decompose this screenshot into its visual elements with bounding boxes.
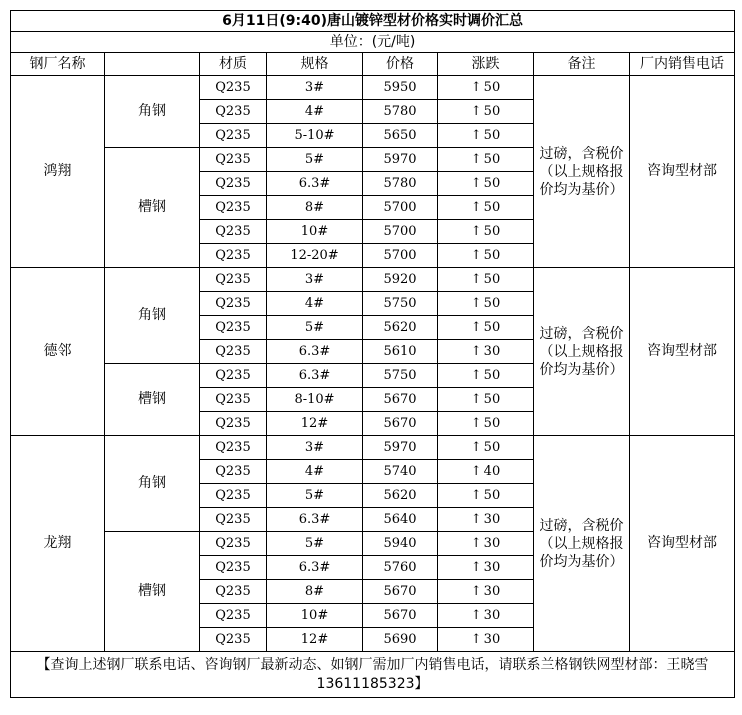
- price-table: [10, 10, 735, 698]
- change-cell: [438, 244, 534, 268]
- material-cell: Q235: [200, 100, 267, 124]
- up-arrow-icon: ↑: [470, 584, 482, 599]
- material-cell: Q235: [200, 292, 267, 316]
- up-arrow-icon: ↑: [470, 608, 482, 623]
- price-cell: 5750: [363, 292, 438, 316]
- remark-cell: 过磅，含税价（以上规格报价均为基价）: [534, 76, 630, 268]
- header-spec: 规格: [267, 53, 363, 76]
- price-cell: 5970: [363, 436, 438, 460]
- header-remark: 备注: [534, 53, 630, 76]
- material-cell: Q235: [200, 172, 267, 196]
- header-blank: [105, 53, 200, 76]
- material-cell: Q235: [200, 124, 267, 148]
- up-arrow-icon: ↑: [470, 536, 482, 551]
- spec-cell: 5-10#: [267, 124, 363, 148]
- price-cell: 5940: [363, 532, 438, 556]
- change-cell: [438, 604, 534, 628]
- change-value: 50: [483, 296, 501, 311]
- spec-cell: 6.3#: [267, 364, 363, 388]
- price-cell: 5780: [363, 172, 438, 196]
- up-arrow-icon: ↑: [470, 272, 482, 287]
- material-cell: Q235: [200, 556, 267, 580]
- up-arrow-icon: ↑: [470, 176, 482, 191]
- change-value: 50: [483, 224, 501, 239]
- steel-type: 槽钢: [105, 532, 200, 652]
- unit-label: 单位：(元/吨): [11, 32, 735, 53]
- change-value: 50: [483, 320, 501, 335]
- change-value: 50: [483, 80, 501, 95]
- change-value: 50: [483, 272, 501, 287]
- table-row: [11, 76, 735, 100]
- material-cell: Q235: [200, 484, 267, 508]
- up-arrow-icon: ↑: [470, 320, 482, 335]
- spec-cell: 5#: [267, 484, 363, 508]
- change-cell: [438, 100, 534, 124]
- change-value: 30: [483, 344, 501, 359]
- up-arrow-icon: ↑: [470, 200, 482, 215]
- price-cell: 5670: [363, 580, 438, 604]
- up-arrow-icon: ↑: [470, 152, 482, 167]
- change-cell: [438, 220, 534, 244]
- up-arrow-icon: ↑: [470, 440, 482, 455]
- price-cell: 5740: [363, 460, 438, 484]
- material-cell: Q235: [200, 340, 267, 364]
- spec-cell: 3#: [267, 76, 363, 100]
- price-cell: 5700: [363, 244, 438, 268]
- price-cell: 5750: [363, 364, 438, 388]
- steel-type: 角钢: [105, 268, 200, 364]
- change-cell: [438, 148, 534, 172]
- price-cell: 5920: [363, 268, 438, 292]
- change-value: 50: [483, 176, 501, 191]
- mill-name: 龙翔: [11, 436, 105, 652]
- price-cell: 5970: [363, 148, 438, 172]
- header-material: 材质: [200, 53, 267, 76]
- material-cell: Q235: [200, 532, 267, 556]
- change-cell: [438, 316, 534, 340]
- up-arrow-icon: ↑: [470, 392, 482, 407]
- header-change: 涨跌: [438, 53, 534, 76]
- spec-cell: 4#: [267, 460, 363, 484]
- change-value: 50: [483, 248, 501, 263]
- change-value: 50: [483, 368, 501, 383]
- change-cell: [438, 76, 534, 100]
- up-arrow-icon: ↑: [470, 560, 482, 575]
- header-mill: 钢厂名称: [11, 53, 105, 76]
- mill-name: 德邻: [11, 268, 105, 436]
- phone-cell: 咨询型材部: [630, 76, 735, 268]
- spec-cell: 10#: [267, 220, 363, 244]
- spec-cell: 4#: [267, 100, 363, 124]
- spec-cell: 12#: [267, 412, 363, 436]
- change-value: 50: [483, 488, 501, 503]
- price-cell: 5700: [363, 196, 438, 220]
- steel-type: 槽钢: [105, 148, 200, 268]
- material-cell: Q235: [200, 316, 267, 340]
- spec-cell: 3#: [267, 436, 363, 460]
- spec-cell: 4#: [267, 292, 363, 316]
- price-cell: 5780: [363, 100, 438, 124]
- change-value: 30: [483, 632, 501, 647]
- phone-cell: 咨询型材部: [630, 268, 735, 436]
- change-cell: [438, 268, 534, 292]
- up-arrow-icon: ↑: [470, 488, 482, 503]
- spec-cell: 6.3#: [267, 556, 363, 580]
- price-cell: 5700: [363, 220, 438, 244]
- up-arrow-icon: ↑: [470, 632, 482, 647]
- header-price: 价格: [363, 53, 438, 76]
- price-cell: 5670: [363, 388, 438, 412]
- price-cell: 5650: [363, 124, 438, 148]
- spec-cell: 12#: [267, 628, 363, 652]
- spec-cell: 8-10#: [267, 388, 363, 412]
- footer-contact-note: 【查询上述钢厂联系电话、咨询钢厂最新动态、如钢厂需加厂内销售电话，请联系兰格钢铁网型材部：王晓雪13611185323】: [11, 652, 735, 698]
- change-value: 30: [483, 512, 501, 527]
- spec-cell: 5#: [267, 532, 363, 556]
- change-value: 50: [483, 416, 501, 431]
- up-arrow-icon: ↑: [470, 224, 482, 239]
- material-cell: Q235: [200, 436, 267, 460]
- change-value: 30: [483, 560, 501, 575]
- material-cell: Q235: [200, 268, 267, 292]
- spec-cell: 3#: [267, 268, 363, 292]
- up-arrow-icon: ↑: [470, 128, 482, 143]
- change-cell: [438, 124, 534, 148]
- up-arrow-icon: ↑: [470, 104, 482, 119]
- change-value: 50: [483, 128, 501, 143]
- change-cell: [438, 628, 534, 652]
- material-cell: Q235: [200, 220, 267, 244]
- material-cell: Q235: [200, 508, 267, 532]
- change-cell: [438, 556, 534, 580]
- table-row: [11, 268, 735, 292]
- spec-cell: 12-20#: [267, 244, 363, 268]
- change-value: 40: [483, 464, 501, 479]
- spec-cell: 5#: [267, 316, 363, 340]
- up-arrow-icon: ↑: [470, 464, 482, 479]
- up-arrow-icon: ↑: [470, 296, 482, 311]
- remark-cell: 过磅，含税价（以上规格报价均为基价）: [534, 268, 630, 436]
- spec-cell: 5#: [267, 148, 363, 172]
- change-cell: [438, 532, 534, 556]
- material-cell: Q235: [200, 244, 267, 268]
- steel-type: 角钢: [105, 76, 200, 148]
- steel-type: 槽钢: [105, 364, 200, 436]
- change-cell: [438, 580, 534, 604]
- change-value: 30: [483, 536, 501, 551]
- spec-cell: 6.3#: [267, 340, 363, 364]
- price-cell: 5690: [363, 628, 438, 652]
- remark-cell: 过磅，含税价（以上规格报价均为基价）: [534, 436, 630, 652]
- change-cell: [438, 196, 534, 220]
- phone-cell: 咨询型材部: [630, 436, 735, 652]
- change-cell: [438, 460, 534, 484]
- change-cell: [438, 364, 534, 388]
- price-cell: 5670: [363, 412, 438, 436]
- table-body: [11, 76, 735, 652]
- up-arrow-icon: ↑: [470, 248, 482, 263]
- up-arrow-icon: ↑: [470, 80, 482, 95]
- material-cell: Q235: [200, 364, 267, 388]
- material-cell: Q235: [200, 196, 267, 220]
- price-cell: 5950: [363, 76, 438, 100]
- change-cell: [438, 172, 534, 196]
- spec-cell: 8#: [267, 196, 363, 220]
- up-arrow-icon: ↑: [470, 344, 482, 359]
- change-value: 50: [483, 200, 501, 215]
- material-cell: Q235: [200, 460, 267, 484]
- steel-type: 角钢: [105, 436, 200, 532]
- material-cell: Q235: [200, 76, 267, 100]
- material-cell: Q235: [200, 412, 267, 436]
- change-value: 50: [483, 152, 501, 167]
- spec-cell: 6.3#: [267, 508, 363, 532]
- price-cell: 5760: [363, 556, 438, 580]
- material-cell: Q235: [200, 388, 267, 412]
- change-cell: [438, 292, 534, 316]
- change-value: 30: [483, 608, 501, 623]
- price-cell: 5610: [363, 340, 438, 364]
- price-cell: 5620: [363, 316, 438, 340]
- change-cell: [438, 508, 534, 532]
- material-cell: Q235: [200, 148, 267, 172]
- material-cell: Q235: [200, 580, 267, 604]
- up-arrow-icon: ↑: [470, 512, 482, 527]
- change-cell: [438, 340, 534, 364]
- change-value: 50: [483, 440, 501, 455]
- change-cell: [438, 412, 534, 436]
- change-cell: [438, 484, 534, 508]
- price-cell: 5620: [363, 484, 438, 508]
- price-cell: 5670: [363, 604, 438, 628]
- table-title: 6月11日(9:40)唐山镀锌型材价格实时调价汇总: [11, 11, 735, 32]
- spec-cell: 10#: [267, 604, 363, 628]
- material-cell: Q235: [200, 628, 267, 652]
- change-cell: [438, 388, 534, 412]
- change-value: 50: [483, 392, 501, 407]
- up-arrow-icon: ↑: [470, 368, 482, 383]
- header-phone: 厂内销售电话: [630, 53, 735, 76]
- change-value: 30: [483, 584, 501, 599]
- spec-cell: 8#: [267, 580, 363, 604]
- mill-name: 鸿翔: [11, 76, 105, 268]
- table-row: [11, 436, 735, 460]
- spec-cell: 6.3#: [267, 172, 363, 196]
- change-value: 50: [483, 104, 501, 119]
- change-cell: [438, 436, 534, 460]
- up-arrow-icon: ↑: [470, 416, 482, 431]
- price-cell: 5640: [363, 508, 438, 532]
- material-cell: Q235: [200, 604, 267, 628]
